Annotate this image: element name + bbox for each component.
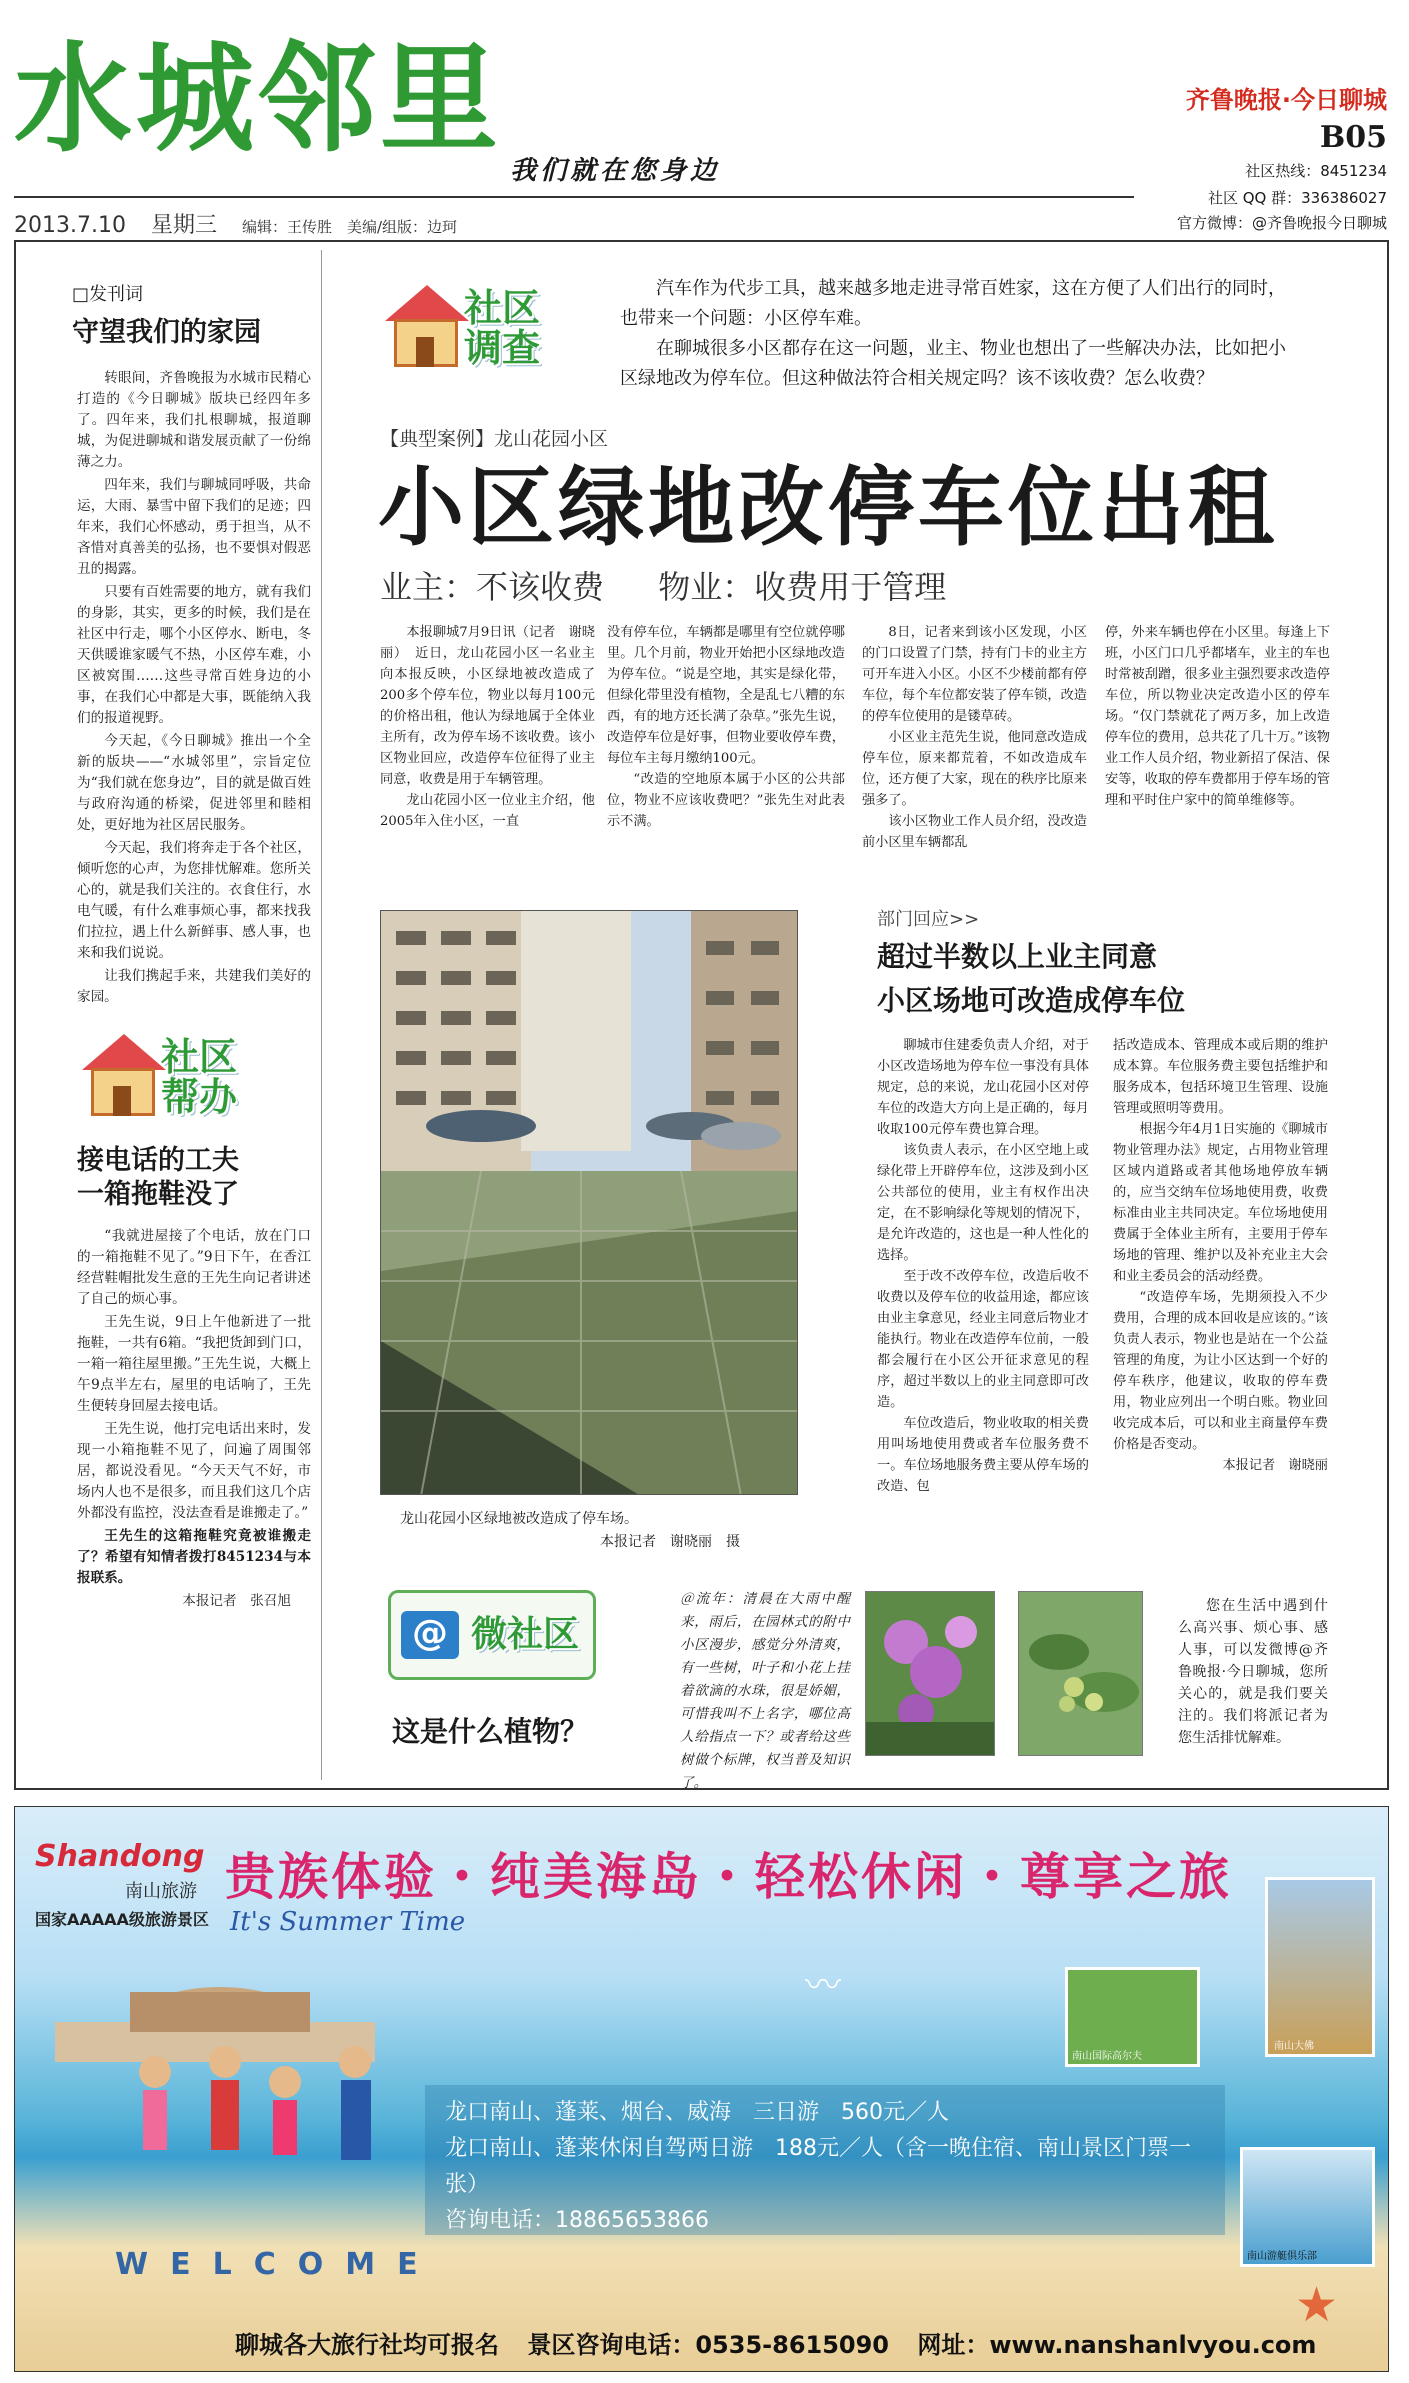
story-paragraph: 小区业主范先生说，他同意改造成停车位，原来都荒着，不如改造成车位，还方便了大家，现在的秩序比原来强多了。	[862, 730, 1087, 808]
story-col-4	[1105, 622, 1330, 811]
ad-info-box	[425, 2085, 1225, 2235]
yacht-photo	[1240, 2147, 1375, 2267]
survey-lead	[620, 274, 1290, 394]
reply-title-line1: 超过半数以上业主同意	[877, 940, 1158, 973]
story-col-2	[607, 622, 845, 832]
flower-photo	[865, 1591, 995, 1756]
photo-caption	[400, 1508, 740, 1554]
dateline	[14, 208, 475, 239]
editorial-paragraph: 四年来，我们与聊城同呼吸，共命运，大雨、暴雪中留下我们的足迹；四年来，我们心怀感动，勇于担当，从不吝惜对真善美的弘扬，也不要惧对假恶丑的揭露。	[77, 477, 311, 577]
help-badge-label: 社区帮办	[161, 1035, 238, 1119]
reply-paragraph: 该负责人表示，在小区空地上或绿化带上开辟停车位，这涉及到小区公共部位的使用，业主有权作出决定，在不影响绿化等规划的情况下，是允许改造的，这也是一种人性化的选择。	[877, 1143, 1089, 1263]
issue-weekday: 星期三	[150, 213, 217, 238]
parking-lot-photo	[380, 910, 798, 1495]
tourism-ad[interactable]	[14, 1806, 1389, 2372]
weibo-account: 官方微博：@齐鲁晚报今日聊城	[1176, 214, 1387, 232]
reply-title-line2: 小区场地可改造成停车位	[877, 984, 1186, 1017]
reply-paragraph: 根据今年4月1日实施的《聊城市物业管理办法》规定，占用物业管理区域内道路或者其他场地停放车辆的，应当交纳车位场地使用费，收费标准由业主共同决定。车位场地使用费属于全体业主所有，主要用于停车场地的管理、维护以及补充业主大会和业主委员会的活动经费。	[1113, 1122, 1328, 1284]
story-paragraph: 没有停车位，车辆都是哪里有空位就停哪里。几个月前，物业开始把小区绿地改造为停车位。“说是空地，其实是绿化带，但绿化带里没有植物，全是乱七八糟的东西，有的地方还长满了杂草。”张先生说，改造停车位是好事，但物业要收停车费，每位车主每月缴纳100元。	[607, 625, 845, 766]
help-title-line2: 一箱拖鞋没了	[77, 1179, 239, 1210]
editorial-paragraph: 转眼间，齐鲁晚报为水城市民精心打造的《今日聊城》版块已经四年多了。四年来，我们扎根聊城，报道聊城，为促进聊城和谐发展贡献了一份绵薄之力。	[77, 370, 311, 470]
header-rule	[14, 196, 1134, 198]
lead-paragraph: 汽车作为代步工具，越来越多地走进寻常百姓家，这在方便了人们出行的同时，也带来一个问题：小区停车难。	[620, 278, 1286, 329]
story-paragraph: 龙山花园小区一位业主介绍，他2005年入住小区，一直	[380, 793, 595, 829]
reply-col-2	[1113, 1035, 1328, 1476]
page-number: B05	[1319, 120, 1387, 155]
buddha-label: 南山大佛	[1274, 2041, 1314, 2052]
story-col-1	[380, 622, 595, 832]
editorial-title: 守望我们的家园	[72, 317, 261, 348]
story-subheads	[380, 562, 990, 608]
help-byline: 本报记者 张召旭	[182, 1593, 291, 1609]
weibo-badge	[388, 1590, 596, 1680]
lead-paragraph: 在聊城很多小区都存在这一问题，业主、物业也想出了一些解决办法，比如把小区绿地改为停车位。但这种做法符合相关规定吗？该不该收费？怎么收费？	[620, 338, 1286, 389]
qq-group: 社区 QQ 群：336386027	[1207, 189, 1387, 207]
editor-credits: 编辑：王传胜 美编/组版：边珂	[241, 218, 458, 236]
story-paragraph: 该小区物业工作人员介绍，没改造前小区里车辆都乱	[862, 814, 1087, 850]
starfish-icon: ★	[1295, 2277, 1339, 2333]
story-kicker: 【典型案例】龙山花园小区	[380, 428, 609, 450]
weibo-badge-label: 微社区	[471, 1614, 580, 1655]
tour-line-1: 龙口南山、蓬莱、烟台、威海 三日游 560元／人	[445, 2100, 949, 2125]
ad-headline: 贵族体验・纯美海岛・轻松休闲・尊享之旅	[225, 1847, 1232, 1906]
ad-footer	[235, 2325, 1336, 2360]
reply-paragraph: 聊城市住建委负责人介绍，对于小区改造场地为停车位一事没有具体规定，总的来说，龙山花园小区对停车位的改造大方向上是正确的，每月收取100元停车费也算合理。	[877, 1038, 1089, 1137]
ad-footer-website[interactable]: 网址：www.nanshanlvyou.com	[917, 2331, 1317, 2359]
seagull-icon: 〰	[805, 1965, 842, 2006]
story-headline: 小区绿地改停车位出租	[378, 457, 1278, 558]
at-icon: @	[401, 1611, 459, 1659]
reply-label: 部门回应>>	[877, 909, 980, 930]
help-title-line1: 接电话的工夫	[77, 1145, 239, 1176]
golf-photo	[1065, 1967, 1200, 2067]
yacht-label: 南山游艇俱乐部	[1247, 2251, 1317, 2262]
help-paragraph: 王先生说，9日上午他新进了一批拖鞋，一共有6箱。“我把货卸到门口，一箱一箱往屋里搬。”王先生说，大概上午9点半左右，屋里的电话响了，王先生便转身回屋去接电话。	[77, 1314, 311, 1414]
golf-label: 南山国际高尔夫	[1072, 2051, 1142, 2062]
people-jumping-icon	[115, 2032, 415, 2262]
story-paragraph: 停，外来车辆也停在小区里。每逢上下班，小区门口几乎都堵车，业主的车也时常被刮蹭，很多业主强烈要求改造停车位，所以物业决定改造小区的停车场。“仅门禁就花了两万多，加上改造停车位的费用，总共花了几十万。”该物业工作人员介绍，物业新招了保洁、保安等，收取的停车费都用于停车场的管理和平时住户家中的简单维修等。	[1105, 625, 1330, 808]
story-paragraph: “改造的空地原本属于小区的公共部位，物业不应该收费吧？”张先生对此表示不满。	[607, 772, 845, 829]
photo-credit: 本报记者 谢晓丽 摄	[600, 1534, 740, 1550]
summer-time: It's Summer Time	[230, 1907, 466, 1937]
tour-line-2: 龙口南山、蓬莱休闲自驾两日游 188元／人（含一晚住宿、南山景区门票一张）	[445, 2136, 1191, 2197]
weibo-question: 这是什么植物？	[392, 1715, 589, 1748]
weibo-post: ＠流年：清晨在大雨中醒来，雨后，在园林式的附中小区漫步，感觉分外清爽，有一些树，叶子和小花上挂着欲滴的水珠，很是娇媚，可惜我叫不上名字，哪位高人给指点一下？或者给这些树做个标牌，权当普及知识了。	[680, 1591, 850, 1791]
reply-col-1	[877, 1035, 1089, 1497]
shandong-logo: Shandong	[35, 1839, 205, 1874]
help-badge	[77, 1034, 241, 1120]
editorial-paragraph: 只要有百姓需要的地方，就有我们的身影，其实，更多的时候，我们是在社区中行走，哪个小区停水、断电，冬天供暖谁家暖气不热，小区停车难，小区被窝围……这些寻常百姓身边的小事，在我们心中都是大事，既能纳入我们的报道视野。	[77, 584, 311, 726]
story-paragraph: 本报聊城7月9日讯（记者 谢晓丽） 近日，龙山花园小区一名业主向本报反映，小区绿地被改造成了200多个停车位，物业以每月100元的价格出租，他认为绿地属于全体业主所有，改为停车场不该收费。该小区物业回应，改造停车位征得了业主同意，收费是用于车辆管理。	[380, 625, 595, 787]
issue-date: 2013.7.10	[14, 213, 126, 238]
subhead-owner: 业主：不该收费	[380, 568, 605, 606]
ad-footer-phone: 景区咨询电话：0535-8615090	[527, 2331, 890, 2359]
reply-byline: 本报记者 谢晓丽	[1222, 1458, 1328, 1473]
buddha-photo	[1265, 1877, 1375, 2057]
help-paragraph: 王先生说，他打完电话出来时，发现一小箱拖鞋不见了，问遍了周围邻居，都说没看见。“今天天气不好，市场内人也不是很多，而且我们这几个店外都没有监控，没法查看是谁搬走了。”	[77, 1421, 311, 1521]
fruit-tree-photo	[1018, 1591, 1143, 1756]
aaaaa-label: 国家AAAAA级旅游景区	[35, 1910, 209, 1929]
masthead-slogan: 我们就在您身边	[510, 156, 721, 186]
left-column	[22, 250, 322, 1780]
help-paragraph: “我就进屋接了个电话，放在门口的一箱拖鞋不见了。”9日下午，在香江经营鞋帽批发生意的王先生向记者讲述了自己的烦心事。	[77, 1228, 311, 1307]
caption-text: 龙山花园小区绿地被改造成了停车场。	[400, 1511, 638, 1527]
editorial-paragraph: 今天起，《今日聊城》推出一个全新的版块——“水城邻里”，宗旨定位为“我们就在您身边”，目的就是做百姓与政府沟通的桥梁，促进邻里和睦相处，更好地为社区居民服务。	[77, 733, 311, 833]
help-appeal: 王先生的这箱拖鞋究竟被谁搬走了？希望有知情者拨打8451234与本报联系。	[77, 1528, 311, 1586]
section-tag: □发刊词	[72, 284, 144, 305]
house-icon	[77, 1034, 167, 1120]
story-col-3	[862, 622, 1087, 853]
survey-badge	[380, 285, 554, 371]
survey-badge-label: 社区调查	[464, 286, 541, 370]
tour-phone: 咨询电话：18865653866	[445, 2208, 709, 2233]
subhead-property: 物业：收费用于管理	[658, 568, 947, 606]
ad-footer-signup: 聊城各大旅行社均可报名	[235, 2331, 499, 2359]
story-paragraph: 8日，记者来到该小区发现，小区的门口设置了门禁，持有门卡的业主方可开车进入小区。小区不少楼前都有停车位，每个车位都安装了停车锁，改造的停车位使用的是镂草砖。	[862, 625, 1087, 724]
editorial-paragraph: 让我们携起手来，共建我们美好的家园。	[77, 968, 311, 1005]
reply-paragraph: 至于改不改停车位，改造后收不收费以及停车位的收益用途，都应该由业主拿意见，经业主同意后物业才能执行。物业在改造停车位前，一般都会履行在小区公开征求意见的程序，超过半数以上的业主同意即可改造。	[877, 1269, 1089, 1410]
weibo-promo: 您在生活中遇到什么高兴事、烦心事、感人事，可以发微博@齐鲁晚报·今日聊城，您所关心的，就是我们要关注的。我们将派记者为您生活排忧解难。	[1178, 1598, 1328, 1746]
reply-paragraph: 括改造成本、管理成本或后期的维护成本算。车位服务费主要包括维护和服务成本，包括环境卫生管理、设施管理或照明等费用。	[1113, 1038, 1328, 1116]
welcome-letters: WELCOME	[115, 2247, 440, 2282]
newspaper-brand: 齐鲁晚报·今日聊城	[1185, 86, 1387, 114]
nanshan-logo: 南山旅游	[125, 1881, 197, 1902]
reply-paragraph: “改造停车场，先期须投入不少费用，合理的成本回收是应该的。”该负责人表示，物业也是站在一个公益管理的角度，为让小区达到一个好的停车秩序，他建议，收取的停车费用，物业应列出一个明白账。物业回收完成本后，可以和业主商量停车费价格是否变动。	[1113, 1290, 1328, 1452]
house-icon	[380, 285, 470, 371]
reply-paragraph: 车位改造后，物业收取的相关费用叫场地使用费或者车位服务费不一。车位场地服务费主要从停车场的改造、包	[877, 1416, 1089, 1494]
hotline: 社区热线：8451234	[1245, 162, 1387, 180]
masthead-title: 水城邻里	[14, 29, 503, 168]
editorial-paragraph: 今天起，我们将奔走于各个社区，倾听您的心声，为您排忧解难。您所关心的，就是我们关注的。衣食住行，水电气暖，有什么难事烦心事，都来找我们拉拉，遇上什么新鲜事、感人事，也来和我们说说。	[77, 840, 311, 961]
